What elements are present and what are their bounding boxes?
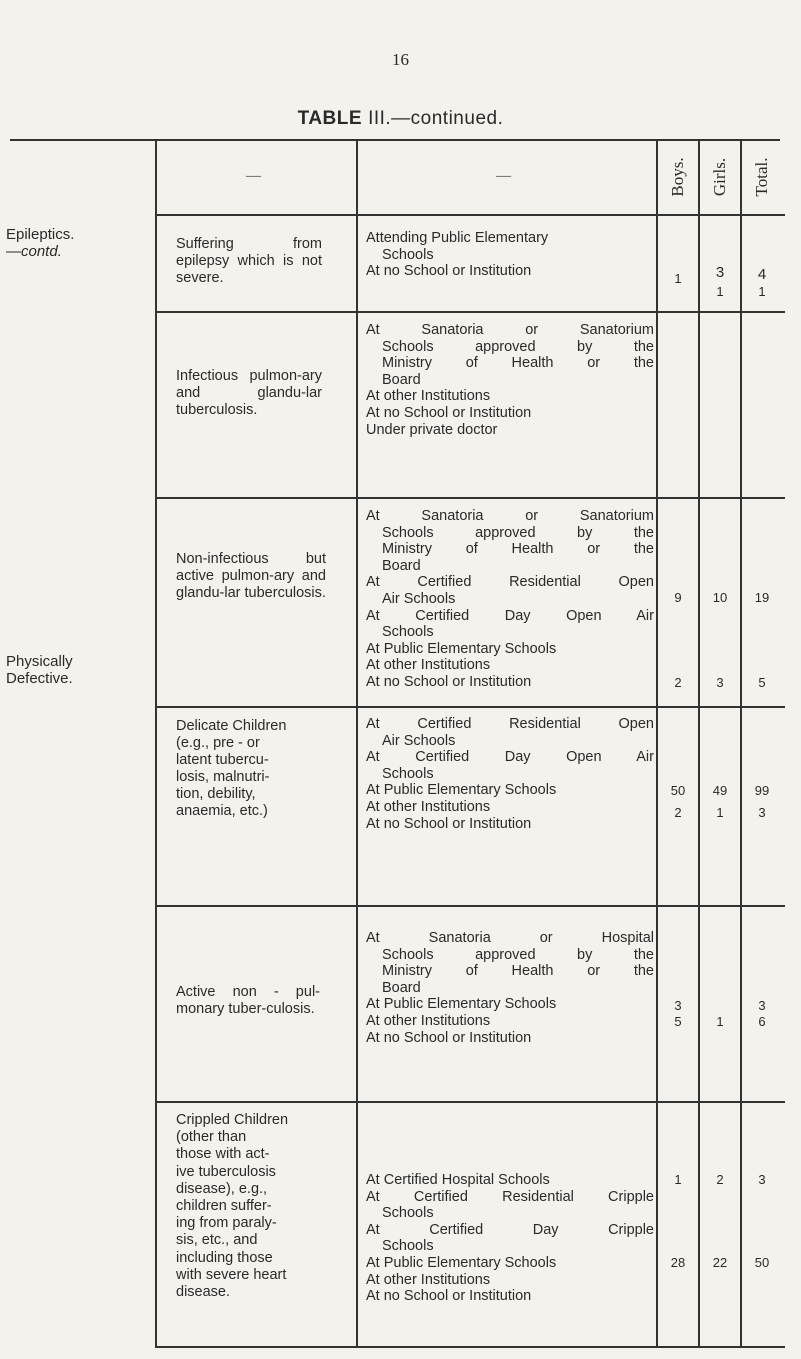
condition-delicate-children: [176, 718, 326, 820]
place-line: Air Schools: [382, 732, 456, 749]
place-line: At other Institutions: [366, 1012, 491, 1029]
condition-line: children suffer-: [176, 1198, 272, 1215]
col-divider-5: [740, 140, 742, 1347]
total-value: 5: [758, 675, 766, 690]
place-line: Schools: [382, 246, 434, 263]
condition-line: ing from paraly-: [176, 1215, 277, 1232]
girls-value: 10: [712, 590, 728, 605]
header-girls-label: Girls.: [710, 157, 729, 197]
condition-line: (other than: [176, 1129, 247, 1146]
defective-label: Defective.: [6, 670, 73, 687]
condition-line: those with act-: [176, 1146, 270, 1163]
places-infectious: [366, 322, 654, 438]
row-rule-1: [155, 311, 785, 313]
condition-line: with severe heart: [176, 1266, 287, 1283]
place-line: At no School or Institution: [366, 404, 532, 421]
row-rule-2: [155, 497, 785, 499]
place-line: At Sanatoria or Sanatorium: [366, 508, 654, 524]
place-line: At no School or Institution: [366, 1029, 532, 1046]
place-line: At other Institutions: [366, 1271, 491, 1288]
total-value: 50: [754, 1255, 770, 1270]
place-line: Schools: [382, 1238, 434, 1255]
header-total: [742, 142, 782, 212]
place-line: Ministry of Health or the: [382, 355, 654, 372]
girls-value: 2: [716, 1172, 724, 1187]
place-line: Schools approved by the: [382, 524, 654, 541]
girls-value: 3: [716, 675, 724, 690]
place-line: At Public Elementary Schools: [366, 1254, 557, 1271]
place-line: At no School or Institution: [366, 1288, 532, 1305]
place-line: Under private doctor: [366, 421, 498, 438]
table-title-label: TABLE: [297, 108, 363, 129]
place-line: At other Institutions: [366, 798, 491, 815]
place-line: At other Institutions: [366, 657, 491, 674]
place-line: At Public Elementary Schools: [366, 640, 557, 657]
places-epilepsy: [366, 230, 654, 280]
place-line: Schools approved by the: [382, 946, 654, 963]
condition-non-infectious: Non-infectious but active pulmon-ary and glandu-lar tuberculosis.: [176, 551, 326, 601]
total-value: 1: [758, 284, 766, 299]
condition-line: Delicate Children: [176, 718, 287, 734]
girls-value: 49: [712, 783, 728, 798]
condition-line: disease), e.g.,: [176, 1180, 268, 1197]
total-value: 99: [754, 783, 770, 798]
header-dash-2: —: [496, 168, 511, 184]
girls-value: 1: [716, 805, 724, 820]
place-line: Schools approved by the: [382, 338, 654, 355]
places-crippled-children: [366, 1172, 654, 1305]
header-girls: [700, 142, 740, 212]
page-number: 16: [392, 50, 409, 69]
boys-value: 50: [670, 783, 686, 798]
place-line: Attending Public Elementary: [366, 230, 549, 246]
condition-active-non-pulmonary: Active non - pul-monary tuber-culosis.: [176, 984, 320, 1017]
condition-epilepsy: Suffering from epilepsy which is not severe.: [176, 236, 322, 286]
place-line: Schools: [382, 624, 434, 641]
condition-infectious: Infectious pulmon-ary and glandu-lar tuberculosis.: [176, 368, 322, 418]
place-line: At Certified Residential Open: [366, 716, 654, 732]
condition-line: tion, debility,: [176, 786, 256, 802]
girls-value: 1: [716, 284, 724, 299]
place-line: At Sanatoria or Sanatorium: [366, 322, 654, 338]
condition-line: disease.: [176, 1284, 231, 1301]
row-rule-5: [155, 1101, 785, 1103]
header-dash-1: —: [246, 168, 261, 184]
boys-value: 1: [674, 271, 682, 286]
place-line: At Certified Day Cripple: [366, 1221, 654, 1238]
boys-value: 28: [670, 1255, 686, 1270]
girls-value: 3: [715, 264, 725, 281]
place-line: At Certified Day Open Air: [366, 607, 654, 624]
place-line: At no School or Institution: [366, 815, 532, 832]
condition-line: anaemia, etc.): [176, 803, 268, 819]
contd-label: —contd.: [6, 243, 62, 260]
table-title-rest: III.—continued.: [368, 108, 504, 129]
table-title: [0, 108, 801, 130]
place-line: Ministry of Health or the: [382, 963, 654, 980]
place-line: At Public Elementary Schools: [366, 782, 557, 799]
condition-line: sis, etc., and: [176, 1232, 258, 1249]
places-non-infectious: [366, 508, 654, 691]
total-value: 3: [758, 805, 766, 820]
col-divider-1: [155, 140, 157, 1347]
col-divider-3: [656, 140, 658, 1347]
header-boys: [658, 142, 698, 212]
boys-value: 2: [674, 675, 682, 690]
places-delicate-children: [366, 716, 654, 832]
boys-value: 5: [674, 1014, 682, 1029]
bottom-rule: [155, 1346, 785, 1348]
col-divider-4: [698, 140, 700, 1347]
header-boys-label: Boys.: [668, 157, 687, 197]
place-line: Board: [382, 979, 421, 996]
place-line: At no School or Institution: [366, 673, 532, 690]
condition-line: latent tubercu-: [176, 752, 269, 768]
header-total-label: Total.: [752, 157, 771, 197]
place-line: Air Schools: [382, 590, 456, 607]
condition-line: Crippled Children: [176, 1112, 289, 1128]
total-value: 3: [758, 998, 766, 1013]
total-value: 19: [754, 590, 770, 605]
total-value: 3: [758, 1172, 766, 1187]
row-rule-3: [155, 706, 785, 708]
place-line: At no School or Institution: [366, 263, 532, 280]
boys-value: 1: [674, 1172, 682, 1187]
condition-line: including those: [176, 1249, 273, 1266]
total-value: 4: [757, 266, 767, 283]
place-line: Board: [382, 371, 421, 388]
boys-value: 2: [674, 805, 682, 820]
boys-value: 3: [674, 998, 682, 1013]
physically-label: Physically: [6, 653, 73, 670]
place-line: At Certified Hospital Schools: [366, 1172, 550, 1188]
girls-value: 22: [712, 1255, 728, 1270]
girls-value: 1: [716, 1014, 724, 1029]
place-line: At Certified Residential Cripple: [366, 1188, 654, 1205]
place-line: At Sanatoria or Hospital: [366, 930, 654, 946]
place-line: At Certified Day Open Air: [366, 749, 654, 766]
place-line: At other Institutions: [366, 388, 491, 405]
condition-line: (e.g., pre - or: [176, 735, 260, 751]
condition-line: ive tuberculosis: [176, 1163, 276, 1180]
places-active-non-pulmonary: [366, 930, 654, 1046]
epileptics-label: Epileptics.: [6, 226, 75, 243]
row-rule-4: [155, 905, 785, 907]
place-line: Ministry of Health or the: [382, 541, 654, 558]
place-line: Board: [382, 557, 421, 574]
condition-crippled-children: [176, 1112, 326, 1301]
total-value: 6: [758, 1014, 766, 1029]
place-line: At Certified Residential Open: [366, 574, 654, 591]
side-label-epileptics: [6, 226, 74, 260]
place-line: At Public Elementary Schools: [366, 996, 557, 1013]
condition-line: losis, malnutri-: [176, 769, 270, 785]
col-divider-2: [356, 140, 358, 1347]
boys-value: 9: [674, 590, 682, 605]
place-line: Schools: [382, 765, 434, 782]
title-rule: [10, 139, 780, 141]
side-label-physically-defective: [6, 653, 73, 687]
header-rule: [155, 214, 785, 216]
place-line: Schools: [382, 1205, 434, 1222]
